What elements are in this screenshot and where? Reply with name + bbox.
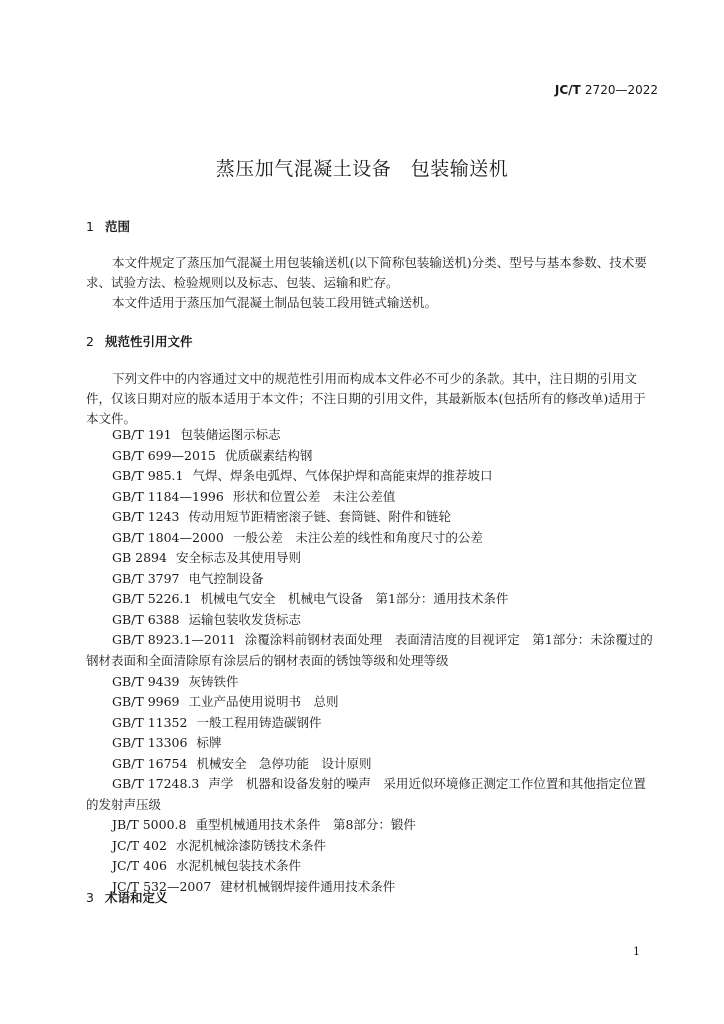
reference-title: 标牌 xyxy=(196,735,222,751)
standard-code xyxy=(555,83,658,97)
reference-item xyxy=(86,425,658,446)
reference-title: 安全标志及其使用导则 xyxy=(175,550,301,566)
reference-item xyxy=(86,630,658,671)
reference-title: 气焊、焊条电弧焊、气体保护焊和高能束焊的推荐坡口 xyxy=(192,468,493,484)
reference-code: JC/T 406 xyxy=(112,858,167,874)
reference-title: 重型机械通用技术条件 第8部分：锻件 xyxy=(195,817,416,833)
reference-item xyxy=(86,836,658,857)
scope-paragraph: 本文件适用于蒸压加气混凝土制品包装工段用链式输送机。 xyxy=(112,295,438,310)
reference-title: 传动用短节距精密滚子链、套筒链、附件和链轮 xyxy=(188,509,452,525)
reference-item xyxy=(86,672,658,693)
reference-code: GB/T 16754 xyxy=(112,755,188,771)
reference-item xyxy=(86,774,658,815)
section-title: 范围 xyxy=(105,219,131,234)
document-title: 蒸压加气混凝土设备 包装输送机 xyxy=(215,158,509,180)
reference-title: 运输包装收发货标志 xyxy=(188,611,302,627)
section-heading-scope xyxy=(86,217,130,235)
reference-item xyxy=(86,528,658,549)
reference-item xyxy=(86,856,658,877)
reference-item xyxy=(86,733,658,754)
scope-paragraph: 本文件规定了蒸压加气混凝土用包装输送机(以下简称包装输送机)分类、型号与基本参数、技术要求、试验方法、检验规则以及标志、包装、运输和贮存。 xyxy=(86,255,647,290)
reference-item xyxy=(86,548,658,569)
reference-code: GB/T 9439 xyxy=(112,673,180,689)
reference-title: 声学 机器和设备发射的噪声 采用近似环境修正测定工作位置和其他指定位置的发射声压级 xyxy=(86,776,646,812)
reference-code: GB/T 13306 xyxy=(112,735,188,751)
reference-title: 工业产品使用说明书 总则 xyxy=(188,694,339,710)
reference-code: GB/T 11352 xyxy=(112,714,188,730)
reference-code: GB/T 699—2015 xyxy=(112,447,216,463)
reference-title: 包装储运图示标志 xyxy=(180,427,281,442)
standard-number: 2720—2022 xyxy=(584,83,658,97)
reference-code: JB/T 5000.8 xyxy=(112,817,187,833)
reference-title: 一般公差 未注公差的线性和角度尺寸的公差 xyxy=(232,529,483,545)
reference-title: 灰铸铁件 xyxy=(188,673,239,689)
reference-list xyxy=(86,425,658,898)
reference-title: 机械安全 急停功能 设计原则 xyxy=(196,755,372,771)
reference-title: 一般工程用铸造碳钢件 xyxy=(196,714,322,730)
section-heading-normative-references xyxy=(86,332,193,350)
reference-code: GB/T 9969 xyxy=(112,694,180,710)
reference-title: 水泥机械涂漆防锈技术条件 xyxy=(175,837,326,853)
reference-title: 优质碳素结构钢 xyxy=(224,447,313,463)
reference-code: GB/T 985.1 xyxy=(112,468,184,484)
standard-prefix: JC/T xyxy=(554,83,581,97)
reference-code: GB/T 191 xyxy=(112,427,172,442)
reference-code: GB/T 8923.1—2011 xyxy=(112,632,236,648)
references-intro: 下列文件中的内容通过文中的规范性引用而构成本文件必不可少的条款。其中，注日期的引用文件，仅该日期对应的版本适用于本文件；不注日期的引用文件，其最新版本(包括所有的修改单)适用于本文件。 xyxy=(86,371,646,426)
reference-code: GB/T 1804—2000 xyxy=(112,529,224,545)
reference-title: 机械电气安全 机械电气设备 第1部分：通用技术条件 xyxy=(200,591,509,607)
page-number: 1 xyxy=(633,945,640,958)
reference-code: GB/T 6388 xyxy=(112,611,180,627)
reference-title: 水泥机械包装技术条件 xyxy=(175,858,301,874)
reference-code: GB/T 1243 xyxy=(112,509,180,525)
reference-code: JC/T 402 xyxy=(112,837,167,853)
section-heading-terms xyxy=(86,888,168,906)
reference-code: GB/T 1184—1996 xyxy=(112,488,224,504)
reference-item xyxy=(86,877,658,898)
reference-code: GB/T 17248.3 xyxy=(112,776,200,792)
reference-item xyxy=(86,754,658,775)
reference-title: 形状和位置公差 未注公差值 xyxy=(232,488,396,504)
reference-code: GB/T 5226.1 xyxy=(112,591,192,607)
reference-code: GB/T 3797 xyxy=(112,570,180,586)
section-number: 1 xyxy=(86,219,94,234)
reference-item xyxy=(86,692,658,713)
reference-item xyxy=(86,446,658,467)
reference-item xyxy=(86,487,658,508)
reference-item xyxy=(86,610,658,631)
reference-title: 涂覆涂料前钢材表面处理 表面清洁度的目视评定 第1部分：未涂覆过的钢材表面和全面清除原有涂层后的钢材表面的锈蚀等级和处理等级 xyxy=(86,632,653,669)
reference-title: 建材机械钢焊接件通用技术条件 xyxy=(220,879,396,895)
reference-item xyxy=(86,569,658,590)
reference-item xyxy=(86,589,658,610)
reference-code: GB 2894 xyxy=(112,550,167,566)
section-title: 规范性引用文件 xyxy=(105,334,193,349)
section-title: 术语和定义 xyxy=(105,890,168,905)
reference-item xyxy=(86,507,658,528)
section-number: 3 xyxy=(86,890,94,905)
reference-item xyxy=(86,466,658,487)
reference-code: JC/T 532—2007 xyxy=(112,879,212,895)
section-number: 2 xyxy=(86,334,94,349)
reference-title: 电气控制设备 xyxy=(188,570,264,586)
reference-item xyxy=(86,713,658,734)
reference-item xyxy=(86,815,658,836)
